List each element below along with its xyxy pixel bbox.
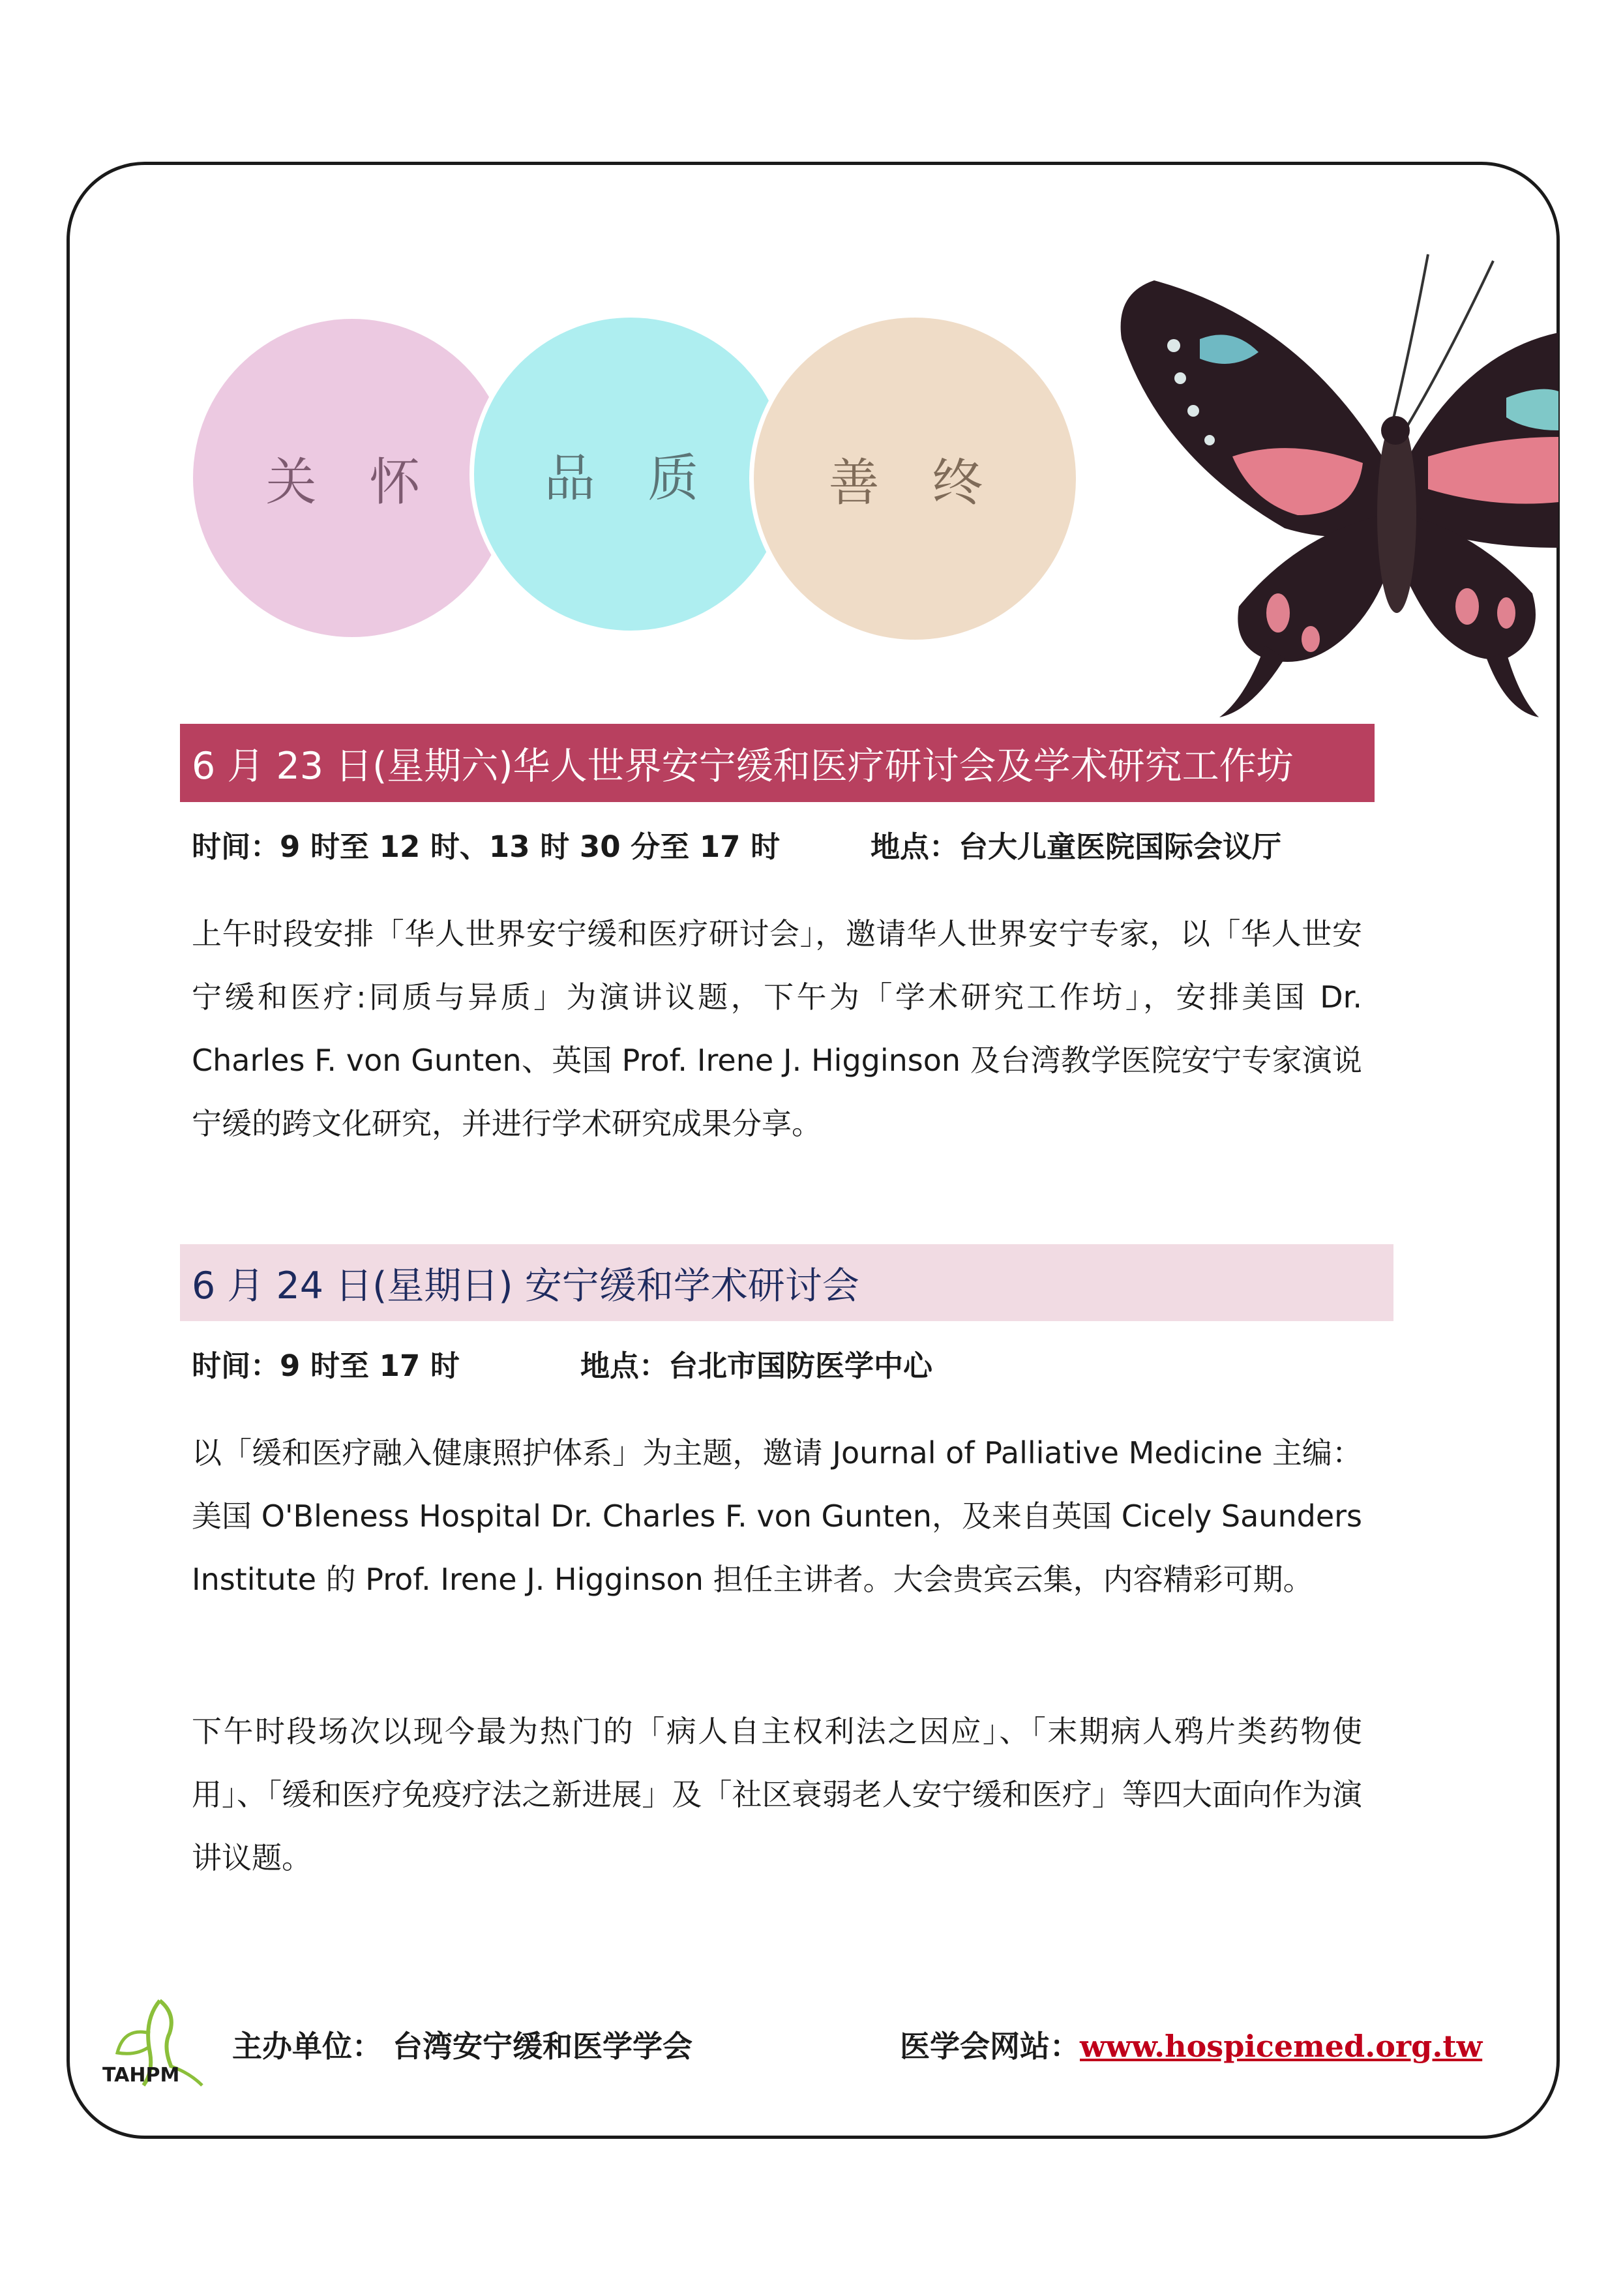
website-link[interactable]: www.hospicemed.org.tw: [1080, 2029, 1483, 2064]
event2-time: 时间：9 时至 17 时: [192, 1349, 460, 1383]
website-label: 医学会网站：: [900, 2029, 1080, 2064]
event2-location: 地点：台北市国防医学中心: [580, 1349, 933, 1383]
butterfly-image: [1102, 241, 1558, 724]
event2-title: 6 月 24 日(星期日) 安宁缓和学术研讨会: [192, 1264, 859, 1307]
event1-description: 上午时段安排「华人世界安宁缓和医疗研讨会」，邀请华人世界安宁专家，以「华人世安宁缓和医疗:同质与异质」为演讲议题，下午为「学术研究工作坊」，安排美国 Dr. Charles F. von Gunten、英国 Prof. Irene J. Higginson 及台湾教学医院安宁专家演说宁缓的跨文化研究，并进行学术研究成果分享。: [192, 916, 1362, 1141]
circle-good-death-label: 善 终: [828, 454, 1002, 513]
organizer-text: 主办单位： 台湾安宁缓和医学学会: [232, 2029, 693, 2064]
website-line: [900, 2023, 1482, 2066]
circle-quality-label: 品 质: [544, 449, 717, 508]
circle-good-death: [749, 313, 1080, 644]
event1-banner: [180, 724, 1375, 802]
tahpm-logo-text: TAHPM: [102, 2064, 180, 2087]
event2-description-1: 以「缓和医疗融入健康照护体系」为主题，邀请 Journal of Palliative Medicine 主编：美国 O'Bleness Hospital Dr. Charles F. von Gunten，及来自英国 Cicely Saunders Institute 的 Prof. Irene J. Higginson 担任主讲者。大会贵宾云集，内容精彩可期。: [192, 1435, 1362, 1597]
event2-description-2: 下午时段场次以现今最为热门的「病人自主权利法之因应」、「末期病人鸦片类药物使用」、「缓和医疗免疫疗法之新进展」及「社区衰弱老人安宁缓和医疗」等四大面向作为演讲议题。: [192, 1714, 1362, 1875]
circle-care: [193, 319, 511, 637]
event1-title: 6 月 23 日(星期六)华人世界安宁缓和医疗研讨会及学术研究工作坊: [192, 745, 1294, 788]
circle-care-label: 关 怀: [265, 453, 439, 512]
event1-location: 地点：台大儿童医院国际会议厅: [871, 829, 1282, 864]
event1-time: 时间：9 时至 12 时、13 时 30 分至 17 时: [192, 829, 781, 864]
circle-quality: [469, 313, 792, 635]
event2-banner: [180, 1244, 1393, 1321]
